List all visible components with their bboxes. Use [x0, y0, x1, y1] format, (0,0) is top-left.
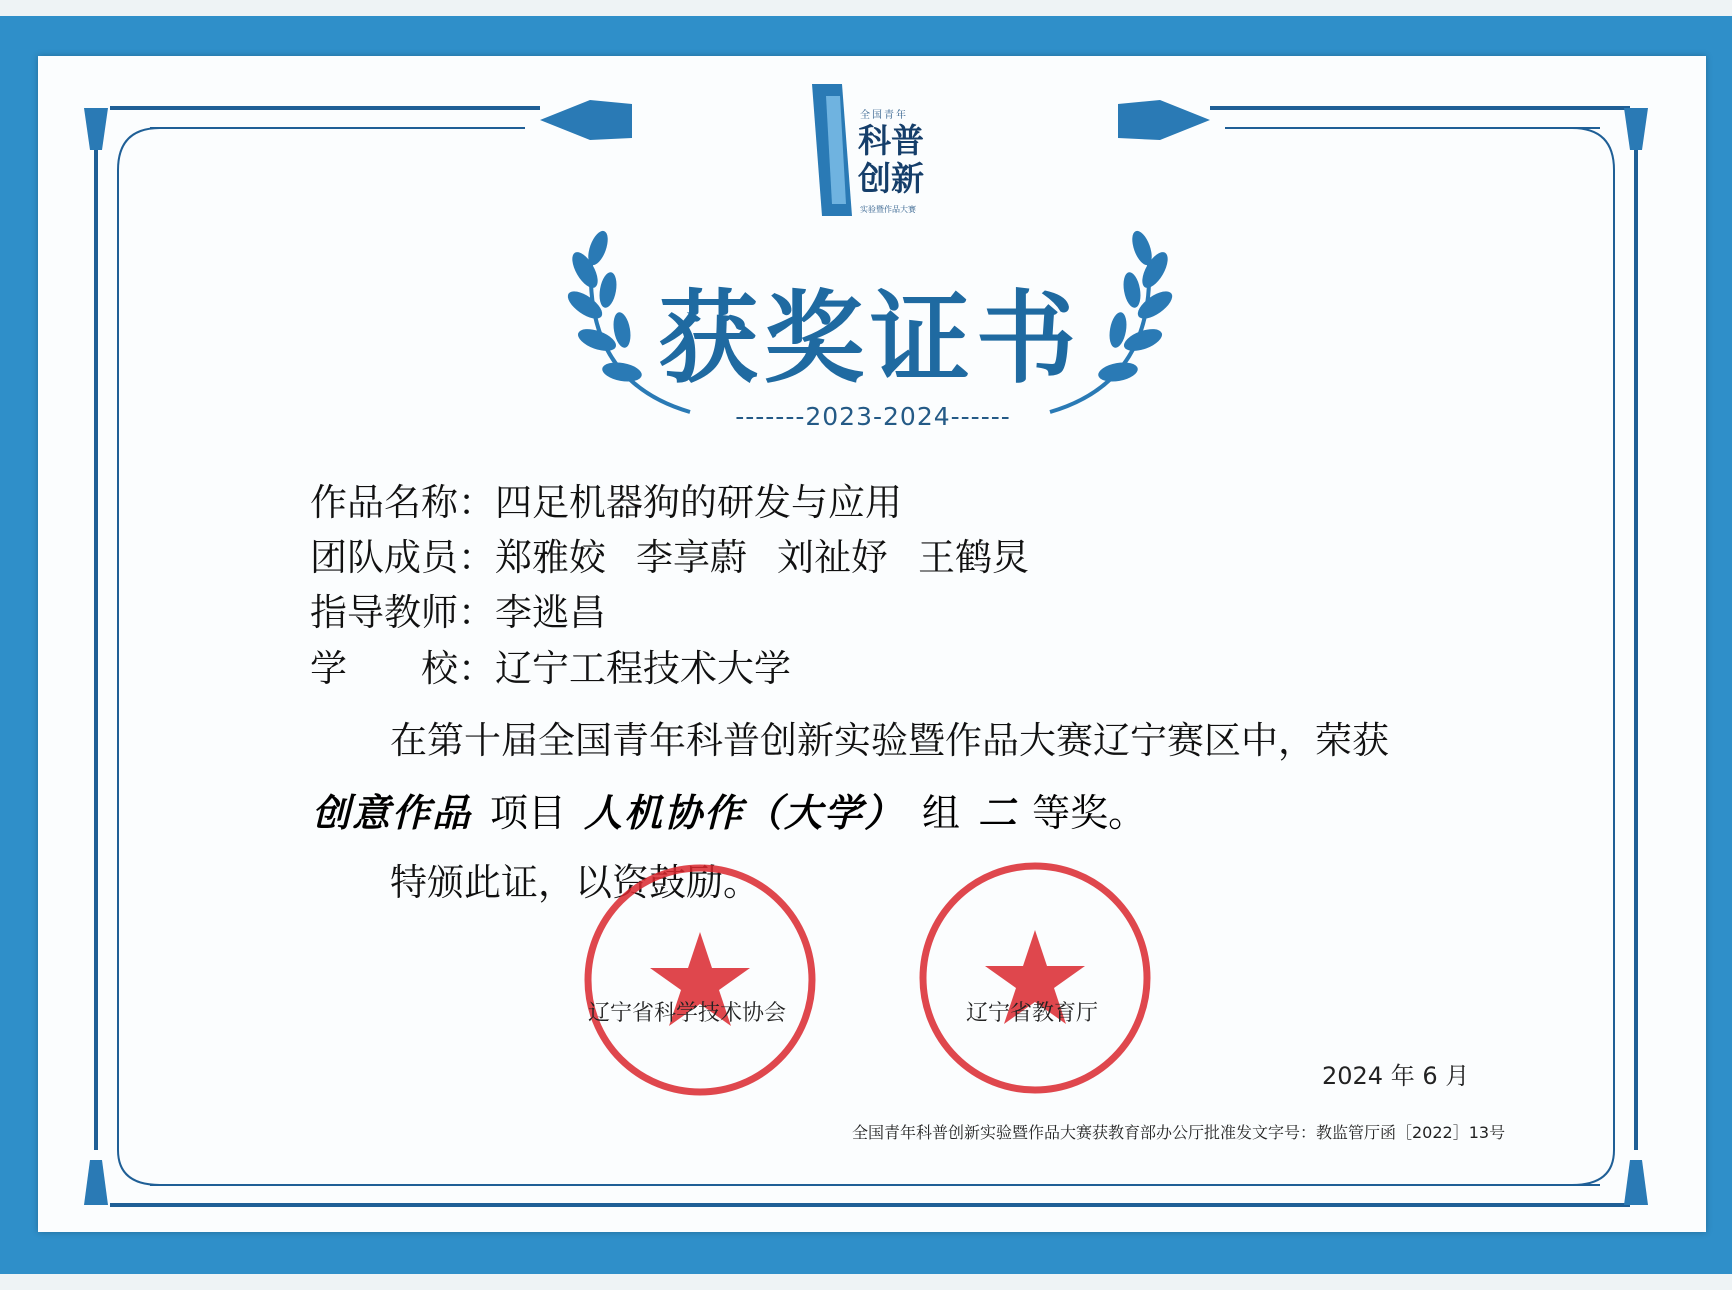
field-label: 作品名称：: [310, 481, 495, 524]
body-text: 在第十届全国青年科普创新实验暨作品大赛辽宁赛区中，荣获: [390, 719, 1389, 762]
award-line: [312, 782, 1146, 837]
field-value: 李逃昌: [495, 591, 606, 634]
award-suffix: 等奖。: [1032, 791, 1147, 835]
issue-date: 2024 年 6 月: [1322, 1062, 1470, 1090]
year-range: -------2023-2024------: [735, 402, 1011, 431]
closing-text: 特颁此证，以资鼓励。: [390, 861, 760, 904]
approval-footnote: 全国青年科普创新实验暨作品大赛获教育部办公厅批准发文字号：教监管厅函［2022］13号: [852, 1123, 1506, 1142]
award-category: 创意作品: [312, 790, 473, 835]
logo-small-text: 全国青年: [860, 110, 908, 121]
logo-foot-text: 实验暨作品大赛: [860, 205, 916, 214]
member-name: 李享蔚: [636, 536, 747, 579]
award-group-word: 组: [922, 791, 961, 835]
award-rank: 二: [978, 790, 1019, 835]
field-advisor: [310, 582, 606, 636]
logo-main-text: 科普创新: [858, 121, 924, 198]
seal-science-association-name: 辽宁省科学技术协会: [588, 1001, 787, 1026]
member-name: 刘祉妤: [777, 536, 888, 579]
field-value: 四足机器狗的研发与应用: [495, 481, 902, 524]
member-name: 王鹤炅: [918, 536, 1029, 579]
field-label: 指导教师：: [310, 591, 495, 634]
seal-education-department-name: 辽宁省教育厅: [966, 1001, 1099, 1026]
field-label: 团队成员：: [310, 536, 495, 579]
certificate-title: 获奖证书: [658, 279, 1082, 397]
award-group-name: 人机协作（大学）: [584, 790, 905, 835]
field-value: 辽宁工程技术大学: [495, 647, 791, 690]
award-item-word: 项目: [490, 791, 567, 835]
field-work-name: [310, 472, 902, 526]
field-school: [310, 638, 791, 692]
field-team-members: [310, 527, 1059, 581]
member-name: 郑雅姣: [495, 536, 606, 579]
seal-science-association-icon: [580, 860, 820, 1100]
field-label: 学 校：: [310, 647, 495, 690]
seal-education-department-icon: [915, 858, 1155, 1098]
